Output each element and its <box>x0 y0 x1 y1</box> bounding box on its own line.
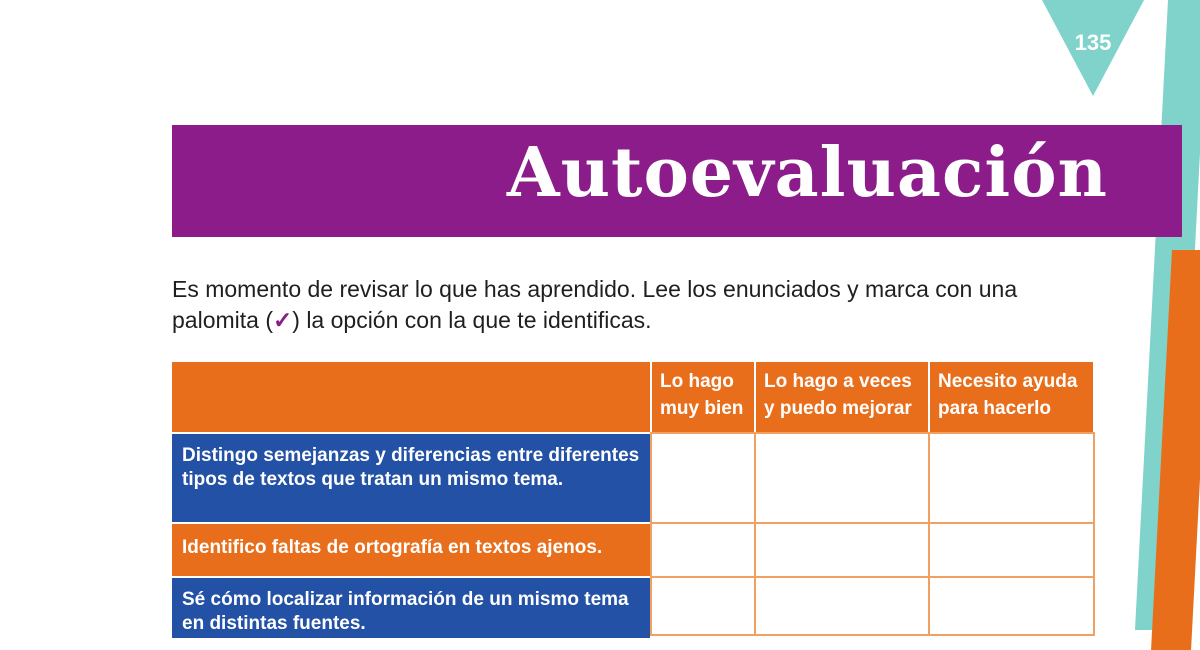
page-number: 135 <box>1074 30 1112 55</box>
column-header-label: Lo hago muy bien <box>660 371 744 419</box>
answer-box-sometimes[interactable] <box>754 522 930 578</box>
column-header-very-well <box>652 362 754 432</box>
statement-text: Distingo semejanzas y diferencias entre diferentes tipos de textos que tratan un mismo tema. <box>182 445 640 490</box>
header-empty-cell <box>172 362 650 432</box>
answer-box-sometimes[interactable] <box>754 432 930 524</box>
intro-text-end: ) la opción con la que te identificas. <box>292 307 652 333</box>
intro-paragraph <box>172 274 1072 336</box>
statement-text: Identifico faltas de ortografía en textos ajenos. <box>182 537 603 558</box>
table-row-statement <box>172 524 650 576</box>
answer-box-very-well[interactable] <box>650 576 756 636</box>
answer-box-need-help[interactable] <box>928 522 1095 578</box>
intro-text-start: Es momento de revisar lo que has aprendido. Lee los enunciados y marca con una palomita ( <box>172 276 1018 333</box>
statement-text: Sé cómo localizar información de un mismo tema en distintas fuentes. <box>182 589 629 634</box>
answer-box-very-well[interactable] <box>650 432 756 524</box>
checkmark-icon: ✓ <box>272 307 293 333</box>
page-title: Autoevaluación <box>506 133 1108 213</box>
column-header-need-help <box>930 362 1093 432</box>
column-header-label: Necesito ayuda para hacerlo <box>938 371 1078 419</box>
column-header-label: Lo hago a veces y puedo mejorar <box>764 371 912 419</box>
table-row-statement <box>172 434 650 522</box>
column-header-sometimes <box>756 362 928 432</box>
answer-box-sometimes[interactable] <box>754 576 930 636</box>
table-row-statement <box>172 578 650 638</box>
answer-box-very-well[interactable] <box>650 522 756 578</box>
answer-box-need-help[interactable] <box>928 576 1095 636</box>
answer-box-need-help[interactable] <box>928 432 1095 524</box>
